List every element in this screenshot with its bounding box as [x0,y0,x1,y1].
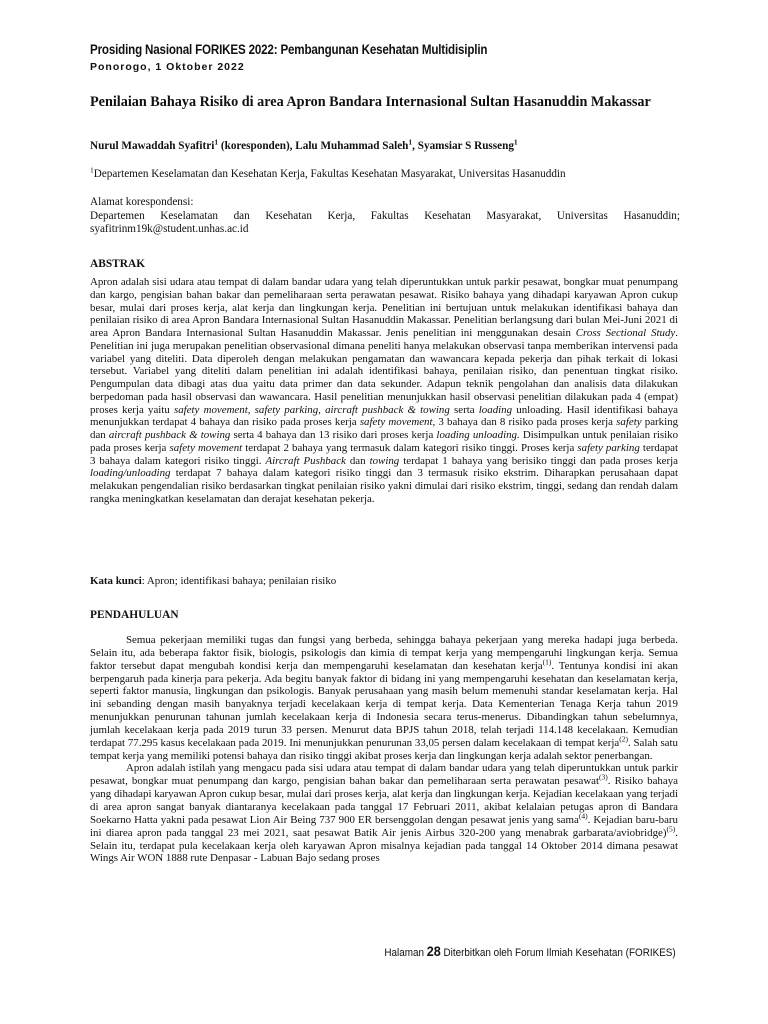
place-date: Ponorogo, 1 Oktober 2022 [90,61,245,73]
affiliation-text: Departemen Keselamatan dan Kesehatan Kerja, Fakultas Kesehatan Masyarakat, Universitas Hasanuddin [93,168,566,180]
affiliation [90,165,680,180]
abstract-body: Apron adalah sisi udara atau tempat di dalam bandar udara yang telah diperuntukkan untuk parkir pesawat, bongkar muat penumpang dan kargo, pengisian bahan bakar dan pemeliharaan serta perawatan pesawat. Risiko bahaya yang dihadapi karyawan Apron cukup besar, mulai dari proses kerja, alat kerja dan lingkungan kerja. Penelitian ini bertujuan untuk melakukan identifikasi bahaya dan penilaian risiko di area Apron Bandara Internasional Sultan Hasanuddin Makassar. Penelitian berlangsung dari bulan Mei-Juni 2021 di area Apron Bandara Internasional Sultan Hasanuddin Makassar. Jenis penelitian ini menggunakan desain Cross Sectional Study. Penelitian ini juga merupakan penelitian observasional dimana peneliti hanya melakukan observasi tanpa memberikan intervensi pada variabel yang diteliti. Data diperoleh dengan melakukan pengamatan dan wawancara kepada pekerja dan pihak terkait di lokasi tersebut. Variabel yang diteliti dalam penelitian ini adalah identifikasi bahaya, penilaian risiko, dan penentuan tingkat risiko. Pengumpulan data dibagi atas dua yaitu data primer dan data sekunder. Adapun teknik pengolahan dan analisis data dilakukan berpedoman pada hasil observasi dan wawancara. Hasil penelitian menunjukkan hasil observasi penelitian dilakukan pada 4 (empat) proses kerja yaitu safety movement, safety parking, aircraft pushback & towing serta loading unloading. Hasil identifikasi bahaya menunjukkan terdapat 4 bahaya dan risiko pada proses kerja safety movement, 3 bahaya dan 8 risiko pada proses kerja safety parking dan aircraft pushback & towing serta 4 bahaya dan 13 risiko dari proses kerja loading unloading. Disimpulkan untuk penilaian risiko pada proses kerja safety movement terdapat 2 bahaya yang termasuk dalam kategori risiko tinggi. Proses kerja safety parking terdapat 3 bahaya dalam kategori risiko tinggi. Aircraft Pushback dan towing terdapat 1 bahaya yang berisiko tinggi dan pada proses kerja loading/unloading terdapat 7 bahaya dalam kategori risiko tinggi dan 3 termasuk risiko ekstrim. Diharapkan perusahaan dapat melakukan pengendalian risiko berdasarkan tingkat penilaian risiko yakni dimulai dari risiko ekstrim, tinggi, sedang dan rendah dalam rangka meningkatkan keselamatan dan derajat kesehatan pekerja. [90,276,679,505]
correspondence-email: syafitrinm19k@student.unhas.ac.id [90,223,249,235]
author-name: Syamsiar S Russeng [417,140,514,152]
footer-publisher: Diterbitkan oleh Forum Ilmiah Kesehatan (FORIKES) [441,947,676,959]
author-affil-sup: 1 [513,137,518,147]
intro-heading: PENDAHULUAN [90,609,179,621]
author-affil-sup: 1 [408,137,413,147]
intro-paragraph: Apron adalah istilah yang mengacu pada sisi udara atau tempat di dalam bandar udara yang telah diperuntukkan untuk parkir pesawat, bongkar muat penumpang dan kargo, pengisian bahan bakar dan pemeliharaan serta perawatan pesawat$^{(3)}$. Risiko bahaya yang dihadapi karyawan Apron cukup besar, mulai dari proses kerja, alat kerja dan lingkungan kerja. Kejadian kecelakaan yang terjadi di area apron sangat banyak diantaranya kecelakaan pada tanggal 17 Februari 2011, akibat kelalaian petugas apron di Bandara Soekarno Hatta yakni pada pesawat Lion Air Being 737 900 ER bersenggolan dengan pesawat jenis yang sama$^{(4)}$. Kejadian baru-baru ini diarea apron pada tanggal 23 mei 2021, saat pesawat Batik Air jenis Airbus 320-200 yang menabrak garbarata/aviobridge)$^{(5)}$. Selain itu, terdapat pula kecelakaan kerja oleh karyawan Apron misalnya kejadian pada tanggal 14 Oktober 2014 dimana pesawat Wings Air WON 1888 rute Denpasar - Labuan Bajo sedang proses [90,762,678,865]
keywords [90,575,336,587]
paper-title: Penilaian Bahaya Risiko di area Apron Bandara Internasional Sultan Hasanuddin Makassar [90,94,651,110]
correspondence-label: Alamat korespondensi: [90,196,194,208]
intro-body [90,634,678,865]
correspondence-dept: Departemen Keselamatan dan Kesehatan Kerja, Fakultas Kesehatan Masyarakat, Universitas Hasanuddin; [90,209,680,222]
affiliation-sup: 1 [90,165,94,175]
footer-prefix: Halaman [384,947,428,959]
author-role: (koresponden), [218,140,296,152]
author-name: Lalu Muhammad Saleh [295,140,409,152]
page-number: 28 [427,943,442,959]
keywords-label: Kata kunci [90,575,142,587]
page-footer [385,943,676,959]
author-affil-sup: 1 [214,137,219,147]
journal-header: Prosiding Nasional FORIKES 2022: Pembangunan Kesehatan Multidisiplin [90,42,488,57]
abstract-heading: ABSTRAK [90,258,146,270]
keywords-text: : Apron; identifikasi bahaya; penilaian risiko [141,575,337,587]
author-name: Nurul Mawaddah Syafitri [90,140,215,152]
author-list: Nurul Mawaddah Syafitri$^1$ (koresponden), Lalu Muhammad Saleh$^1$, Syamsiar S Russeng$^1$ [90,137,518,152]
correspondence [90,196,680,237]
intro-paragraph: Semua pekerjaan memiliki tugas dan fungsi yang berbeda, sehingga bahaya pekerjaan yang mereka hadapi juga berbeda. Selain itu, ada beberapa faktor fisik, biologis, psikologis dan kimia di tempat kerja yang mempengaruhi lingkungan kerja. Semua faktor tersebut dapat mengubah kondisi kerja dan mempengaruhi keselamatan dan kesehatan kerja$^{(1)}$. Tentunya kondisi ini akan berpengaruh pada kinerja para pekerja. Ada begitu banyak faktor di bidang ini yang mempengaruhi kesehatan dan keselamatan kerja, seperti faktor manusia, lingkungan dan psikologis. Banyak perusahaan yang masih belum memenuhi standar keselamatan kerja. Hal ini sebanding dengan masih banyaknya terjadi kecelakaan kerja di tempat kerja. Data Kementerian Tenaga Kerja tahun 2019 menunjukkan penurunan tahunan jumlah kecelakaan kerja di Indonesia secara terus-menerus. Dibandingkan tahun sebelumnya, jumlah kecelakaan kerja pada 2019 turun 33 persen. Menurut data BPJS tahun 2018, telah terjadi 114.148 kecelakaan. Kemudian terdapat 77.295 kasus kecelakaan pada 2019. Ini menunjukkan penurunan 33,05 persen dalam kecelakaan di tempat kerja$^{(2)}$. Salah satu tempat kerja yang memiliki potensi bahaya dan risiko tinggi akibat proses kerja dan lingkungan kerja adalah sektor penerbangan. [90,634,678,762]
